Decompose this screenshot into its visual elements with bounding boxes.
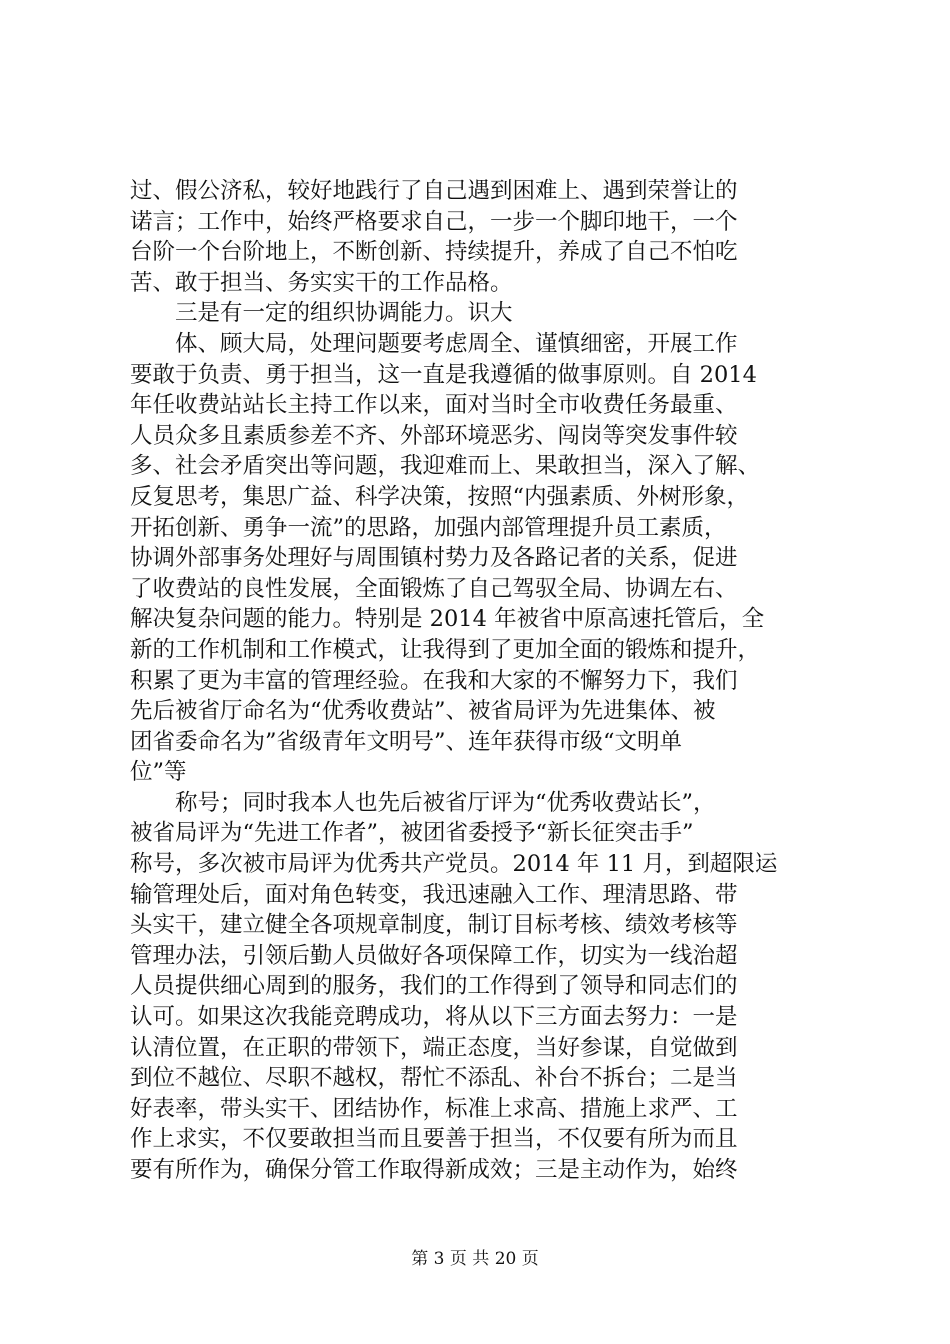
text-line: 人员众多且素质参差不齐、外部环境恶劣、闯岗等突发事件较 [130, 422, 738, 449]
text-line: 先后被省厅命名为“优秀收费站”、被省局评为先进集体、被 [130, 698, 716, 725]
text-line: 认清位置，在正职的带领下，端正态度，当好参谋，自觉做到 [130, 1034, 738, 1061]
text-line: 输管理处后，面对角色转变，我迅速融入工作、理清思路、带 [130, 881, 738, 908]
text-line: 苦、敢于担当、务实实干的工作品格。 [130, 269, 513, 296]
text-line: 多、社会矛盾突出等问题，我迎难而上、果敢担当，深入了解、 [130, 453, 761, 480]
text-line: 诺言；工作中，始终严格要求自己，一步一个脚印地干，一个 [130, 208, 738, 235]
text-line: 体、顾大局，处理问题要考虑周全、谨慎细密，开展工作 [130, 330, 738, 357]
text-line: 到位不越位、尽职不越权，帮忙不添乱、补台不拆台；二是当 [130, 1065, 738, 1092]
text-line: 要敢于负责、勇于担当，这一直是我遵循的做事原则。自 2014 [130, 361, 757, 388]
text-line: 三是有一定的组织协调能力。识大 [130, 300, 513, 327]
text-line: 作上求实，不仅要敢担当而且要善于担当，不仅要有所为而且 [130, 1126, 738, 1153]
page-footer: 第 3 页 共 20 页 [411, 1249, 539, 1269]
text-line: 解决复杂问题的能力。特别是 2014 年被省中原高速托管后，全 [130, 606, 765, 633]
text-line: 了收费站的良性发展，全面锻炼了自己驾驭全局、协调左右、 [130, 575, 738, 602]
text-line: 称号；同时我本人也先后被省厅评为“优秀收费站长”， [130, 789, 716, 816]
text-line: 管理办法，引领后勤人员做好各项保障工作，切实为一线治超 [130, 942, 738, 969]
text-line: 反复思考，集思广益、科学决策，按照“内强素质、外树形象， [130, 483, 750, 510]
text-line: 团省委命名为”省级青年文明号”、连年获得市级“文明单 [130, 728, 683, 755]
text-line: 头实干，建立健全各项规章制度，制订目标考核、绩效考核等 [130, 912, 738, 939]
text-line: 位”等 [130, 759, 187, 786]
text-line: 新的工作机制和工作模式，让我得到了更加全面的锻炼和提升， [130, 636, 761, 663]
text-line: 协调外部事务处理好与周围镇村势力及各路记者的关系，促进 [130, 545, 738, 572]
text-line: 称号，多次被市局评为优秀共产党员。2014 年 11 月，到超限运 [130, 851, 778, 878]
text-line: 开拓创新、勇争一流”的思路，加强内部管理提升员工素质， [130, 514, 727, 541]
text-line: 年任收费站站长主持工作以来，面对当时全市收费任务最重、 [130, 392, 738, 419]
text-line: 过、假公济私，较好地践行了自己遇到困难上、遇到荣誉让的 [130, 178, 738, 204]
body-text [130, 176, 850, 1186]
text-line: 认可。如果这次我能竞聘成功，将从以下三方面去努力：一是 [130, 1004, 738, 1031]
text-line: 好表率，带头实干、团结协作，标准上求高、措施上求严、工 [130, 1095, 738, 1122]
text-line: 被省局评为“先进工作者”，被团省委授予“新长征突击手” [130, 820, 694, 847]
text-line: 台阶一个台阶地上，不断创新、持续提升，养成了自己不怕吃 [130, 239, 738, 266]
text-line: 要有所作为，确保分管工作取得新成效；三是主动作为，始终 [130, 1157, 738, 1183]
text-line: 人员提供细心周到的服务，我们的工作得到了领导和同志们的 [130, 973, 738, 1000]
text-line: 积累了更为丰富的管理经验。在我和大家的不懈努力下，我们 [130, 667, 738, 694]
